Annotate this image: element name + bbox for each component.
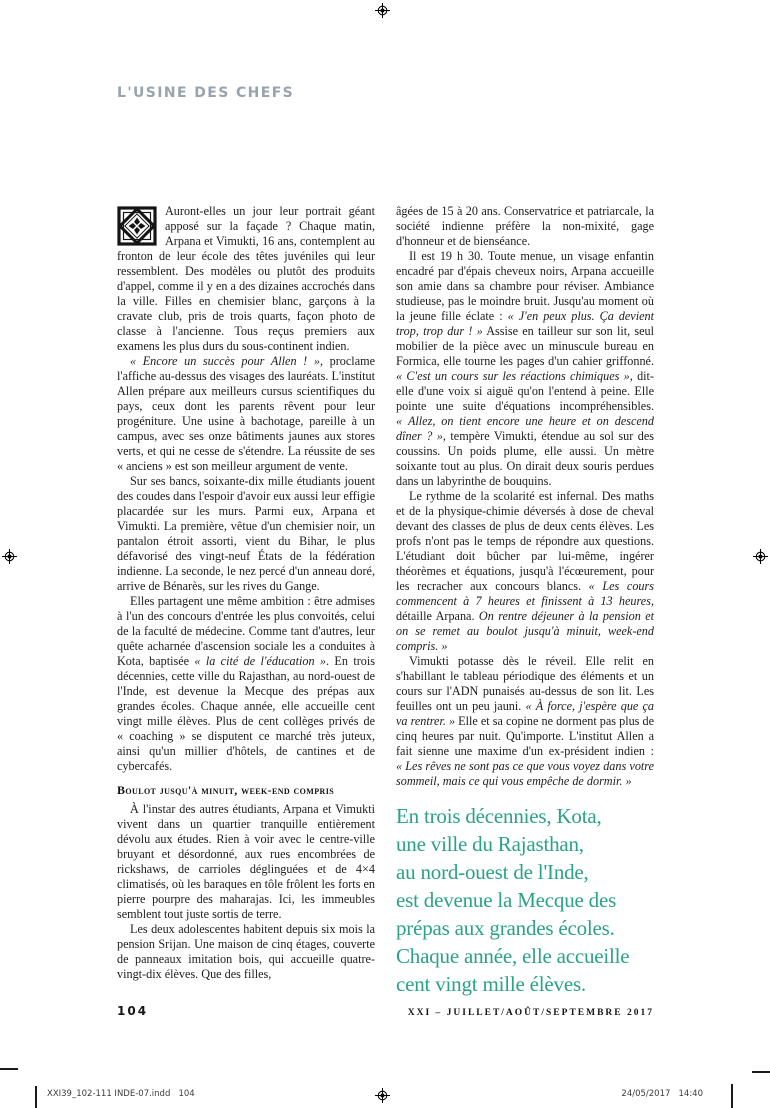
body-paragraph [396,204,654,249]
body-paragraph [117,354,375,474]
body-text: âgées de 15 à 20 ans. Conservatrice et patriarcale, la société indienne préfère la non-mixité, gage d'honneur et de bienséance. [396,204,654,248]
crop-mark [0,1068,18,1070]
pull-quote-line: cent vingt mille élèves. [396,972,586,996]
body-text: Auront-elles un jour leur portrait géant apposé sur la façade ? Chaque matin, Arpana et Vimukti, 16 ans, contemplent au fronton de leur école des têtes juvéniles qui leur ressemblent. Des modèles ou plutôt des produits d'appel, comme il y en a des dizaines accrochés dans la ville. Filles en chemisier blanc, garçons à la cravate club, pris de trois quarts, façon photo de classe à l'ancienne. Tous reçus premiers aux examens les plus durs du sous-continent indien. [117,204,375,353]
body-text: Elles partagent une même ambition : être admises à l'un des concours d'entrée les plus convoités, celui de la faculté de médecine. Comme tant d'autres, leur quête acharnée d'ascension sociale les a conduites à Kota, baptisée [117,594,375,668]
article-body [117,204,654,998]
registration-mark-icon [753,549,768,564]
crop-mark [731,1084,733,1108]
body-text: Le rythme de la scolarité est infernal. Des maths et de la physique-chimie déversés à dose de cheval devant des classes de plus de deux cents élèves. Les profs n'ont pas le temps de répondre aux questions. L'étudiant doit bûcher par lui-même, ingérer théorèmes et équations, jusqu'à l'écœurement, pour les recracher aux concours blancs. [396,489,654,593]
pull-quote-line: est devenue la Mecque des [396,888,617,912]
ornament-icon [117,206,157,246]
body-paragraph [117,204,375,354]
body-text: Les deux adolescentes habitent depuis six mois la pension Srijan. Une maison de cinq étages, couverte de panneaux imitation bois, qui accueille quatre-vingt-dix élèves. Que des filles, [117,922,375,981]
print-slug-datetime: 24/05/2017 14:40 [621,1089,703,1099]
crop-mark [752,1071,770,1073]
body-text-italic: « Encore un succès pour Allen ! » [130,354,320,368]
body-text-italic: « Les rêves ne sont pas ce que vous voyez dans votre sommeil, mais ce qui vous empêche de dormir. » [396,759,654,788]
section-kicker: L'USINE DES CHEFS [117,85,295,101]
body-paragraph [396,654,654,789]
body-text: . En trois décennies, cette ville du Rajasthan, au nord-ouest de l'Inde, est devenue la Mecque des prépas aux grandes écoles. Chaque année, elle accueille cent vingt mille élèves. Plus de cent collèges privés de « coaching » se disputent ce marché très juteux, ainsi qu'un millier d'hôtels, de cantines et de cybercafés. [117,654,375,773]
page-footer [117,1004,654,1018]
body-text: Il est 19 h 30. Toute menue, un visage enfantin encadré par d'épais cheveux noirs, Arpana accueille son amie dans sa chambre pour réviser. Ambiance studieuse, pas le moindre bruit. Jusqu'au moment où la jeune fille éclate : [396,249,654,323]
body-text: , proclame l'affiche au-dessus des visages des lauréats. L'institut Allen prépare aux meilleurs cursus scientifiques du pays, ceux dont les parents rêvent pour leur progéniture. Une usine à bachotage, pareille à un campus, avec ses onze bâtiments jaunes aux stores verts, et qui ne cesse de s'étendre. La réussite de ses « anciens » est son meilleur argument de vente. [117,354,375,473]
section-heading: Boulot jusqu'à minuit, week-end compris [117,783,335,797]
body-text: détaille Arpana. [396,609,479,623]
pull-quote-line: Chaque année, elle accueille [396,944,630,968]
issue-line: XXI – JUILLET/AOÛT/SEPTEMBRE 2017 [407,1008,654,1018]
body-text: , dit-elle d'une voix si aiguë qu'on l'entend à peine. Elle pointe une suite d'équations incompréhensibles. [396,369,654,413]
column-right [396,204,654,998]
body-text: Assise en tailleur sur son lit, seul mobilier de la pièce avec un minuscule bureau en Formica, elle tourne les pages d'un cahier griffonné. [396,324,654,368]
body-text-italic: « J'en peux plus. Ça devient trop, trop dur ! » [396,309,654,338]
body-text: À l'instar des autres étudiants, Arpana et Vimukti vivent dans un quartier tranquille entièrement dévolu aux études. Rien à voir avec le centre-ville bruyant et désordonné, aux rues encombrées de rickshaws, de carrioles déglinguées et de 4×4 climatisés, où les baraques en tôle frôlent les forts en pierre pourpre des maharajas. Ici, les immeubles semblent tout juste sortis de terre. [117,802,375,921]
registration-mark-icon [2,549,17,564]
body-text: Sur ses bancs, soixante-dix mille étudiants jouent des coudes dans l'espoir d'avoir eux aussi leur effigie placardée sur les murs. Parmi eux, Arpana et Vimukti. La première, vêtue d'un chemisier noir, un pantalon étroit assorti, vient du Bihar, le plus défavorisé des vingt-neuf États de la fédération indienne. La seconde, le nez percé d'un anneau doré, arrive de Bénarès, sur les rives du Gange. [117,474,376,593]
body-paragraph [117,474,375,594]
body-text-italic: « Allez, on tient encore une heure et on descend dîner ? » [396,414,654,443]
pull-quote-line: prépas aux grandes écoles. [396,916,615,940]
registration-mark-icon [375,1088,390,1103]
print-slug-filename: XXI39_102-111 INDE-07.indd 104 [47,1089,195,1099]
column-left [117,204,375,998]
pull-quote-line: au nord-ouest de l'Inde, [396,860,589,884]
pull-quote-line: une ville du Rajasthan, [396,832,584,856]
body-paragraph [117,594,375,774]
body-text-italic: « Les cours commencent à 7 heures et finissent à 13 heures, [396,579,654,608]
body-text-italic: « la cité de l'éducation » [194,654,327,668]
body-paragraph [396,249,654,489]
body-text: Elle et sa copine ne dorment pas plus de cinq heures par nuit. Qu'importe. L'institut Allen a fait sienne une maxime d'un ex-président indien : [396,714,654,758]
page-number: 104 [117,1004,149,1018]
body-paragraph [117,802,375,922]
body-paragraph [396,489,654,654]
body-text-italic: « C'est un cours sur les réactions chimiques » [396,369,630,383]
body-paragraph [117,922,375,982]
body-text-italic: On rentre déjeuner à la pension et on se remet au boulot jusqu'à minuit, week-end compris. » [396,609,654,653]
registration-mark-icon [375,3,390,18]
pull-quote [396,802,654,998]
body-text-italic: « À force, j'espère que ça va rentrer. » [396,699,654,728]
body-text: , tempère Vimukti, étendue au sol sur des coussins. Un poids plume, elle aussi. Un mètre soixante tout au plus. On dirait deux souris perdues dans un labyrinthe de bouquins. [396,429,654,488]
body-text: Vimukti potasse dès le réveil. Elle relit en s'habillant le tableau périodique des éléments et un cours sur l'ADN punaisés au-dessus de son lit. Les feuilles ont un peu jauni. [396,654,654,713]
crop-mark [35,1086,37,1108]
pull-quote-line: En trois décennies, Kota, [396,804,602,828]
